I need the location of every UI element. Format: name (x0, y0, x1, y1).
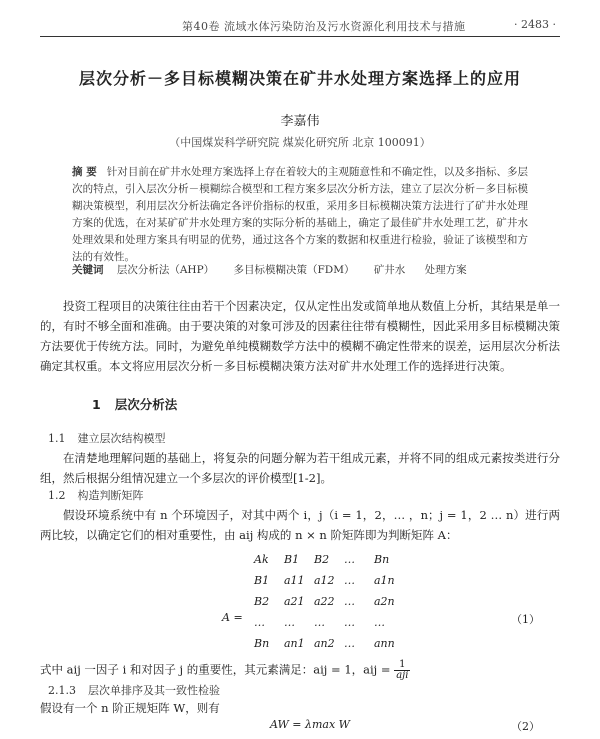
matrix-cell: a12 (314, 574, 335, 587)
section-heading (92, 395, 177, 413)
matrix-row (218, 595, 418, 609)
subsection-number: 1.2 (48, 489, 66, 502)
journal-header-text: 第40卷 流域水体污染防治及污水资源化利用技术与措施 (182, 20, 466, 33)
keywords (72, 262, 528, 277)
intro-paragraph: 投资工程项目的决策往往由若干个因素决定，仅从定性出发或简单地从数值上分析，其结果是单一的，有时不够全面和准确。由于要决策的对象可涉及的因素往往带有模糊性，因此采用多目标模糊决策方法要优于传统方法。同时，为避免单纯模糊数学方法中的模糊不确定性带来的误差，运用层次分析法确定其权重。本文将应用层次分析－多目标模糊决策方法对矿井水处理工作的选择进行决策。 (40, 299, 560, 373)
matrix-cell: B1 (254, 574, 270, 587)
matrix-cell: … (284, 616, 295, 629)
matrix-cell: … (344, 553, 355, 566)
equation-number: （2） (511, 720, 540, 733)
subsection-number: 1.1 (48, 432, 66, 445)
matrix-cell: an1 (284, 637, 305, 650)
subsection-heading (48, 487, 144, 503)
keyword: 处理方案 (424, 264, 467, 276)
matrix-cell: ann (374, 637, 395, 650)
paragraph: 假设环境系统中有 n 个环境因子，对其中两个 i，j（i = 1，2，… ，n；j = 1，2 … n）进行两两比较，以确定它们的相对重要性，由 aij 构成的 n × n 阶矩阵即为判断矩阵 A： (40, 508, 560, 542)
matrix-lhs: A = (222, 611, 243, 624)
matrix-note (40, 660, 410, 681)
matrix-cell: B2 (314, 553, 330, 566)
matrix-cell: a22 (314, 595, 335, 608)
matrix-cell: a2n (374, 595, 395, 608)
abstract (72, 164, 528, 266)
matrix-row (218, 616, 418, 630)
matrix-cell: an2 (314, 637, 335, 650)
matrix-cell: … (344, 637, 355, 650)
matrix-cell: … (254, 616, 265, 629)
running-header (40, 14, 560, 37)
matrix-note-text: 式中 aij 一因子 i 和对因子 j 的重要性，其元素满足：aij = 1，aij = (40, 662, 391, 677)
subsection-title: 构造判断矩阵 (77, 489, 144, 502)
matrix-row (218, 574, 418, 588)
matrix-row (218, 637, 418, 651)
article-affiliation: （中国煤炭科学研究院 煤炭化研究所 北京 100091） (169, 136, 431, 149)
keyword: 矿井水 (373, 264, 406, 276)
article-title: 层次分析－多目标模糊决策在矿井水处理方案选择上的应用 (78, 69, 521, 88)
section-title: 层次分析法 (114, 397, 178, 412)
fraction (394, 660, 410, 681)
keywords-label: 关键词 (72, 264, 104, 276)
section-number: 1 (92, 397, 101, 412)
matrix-cell: Bn (254, 637, 270, 650)
matrix-cell: … (344, 574, 355, 587)
fraction-denominator: aji (396, 670, 409, 681)
matrix-cell: B1 (284, 553, 300, 566)
paragraph: 假设有一个 n 阶正规矩阵 W，则有 (40, 701, 220, 715)
matrix-cell: B2 (254, 595, 270, 608)
matrix-cell: … (374, 616, 385, 629)
matrix-cell: Ak (254, 553, 269, 566)
equation: AW = λmax W (270, 718, 350, 731)
matrix-cell: a21 (284, 595, 305, 608)
keyword: 多目标模糊决策（FDM） (233, 264, 355, 276)
paragraph: 在清楚地理解问题的基础上，将复杂的问题分解为若干组成元素，并将不同的组成元素按类进行分组，然后根据分组情况建立一个多层次的评价模型[1-2]。 (40, 451, 560, 485)
keyword: 层次分析法（AHP） (116, 264, 215, 276)
matrix-cell: … (314, 616, 325, 629)
subsection-title: 建立层次结构模型 (77, 432, 166, 445)
subsection-title: 层次单排序及其一致性检验 (88, 684, 220, 697)
page-number: · 2483 · (514, 18, 556, 31)
matrix-cell: … (344, 595, 355, 608)
matrix-row (218, 553, 418, 567)
abstract-label: 摘 要 (72, 166, 97, 178)
subsection-heading (48, 430, 166, 446)
matrix-cell: Bn (374, 553, 390, 566)
subsection-heading (48, 682, 220, 698)
article-author: 李嘉伟 (280, 114, 320, 129)
matrix-cell: a11 (284, 574, 305, 587)
matrix-cell: a1n (374, 574, 395, 587)
equation-number: （1） (511, 613, 540, 626)
subsection-number: 2.1.3 (48, 684, 76, 697)
fraction-numerator: 1 (394, 660, 410, 671)
matrix-cell: … (344, 616, 355, 629)
abstract-text: 针对目前在矿井水处理方案选择上存在着较大的主观随意性和不确定性，以及多指标、多层次的特点，引入层次分析－模糊综合模型和工程方案多层次分析方法，建立了层次分析－多目标模糊决策模型，利用层次分析法确定各评价指标的权重，采用多目标模糊决策方法进行了矿井水处理方案的优选，在对某矿矿井水处理方案的实际分析的基础上，确定了最佳矿井水处理工艺，矿井水处理效果和处理方案具有明显的优势，通过这各个方案的数据和权重进行检验，验证了该模型和方法的有效性。 (72, 166, 529, 263)
